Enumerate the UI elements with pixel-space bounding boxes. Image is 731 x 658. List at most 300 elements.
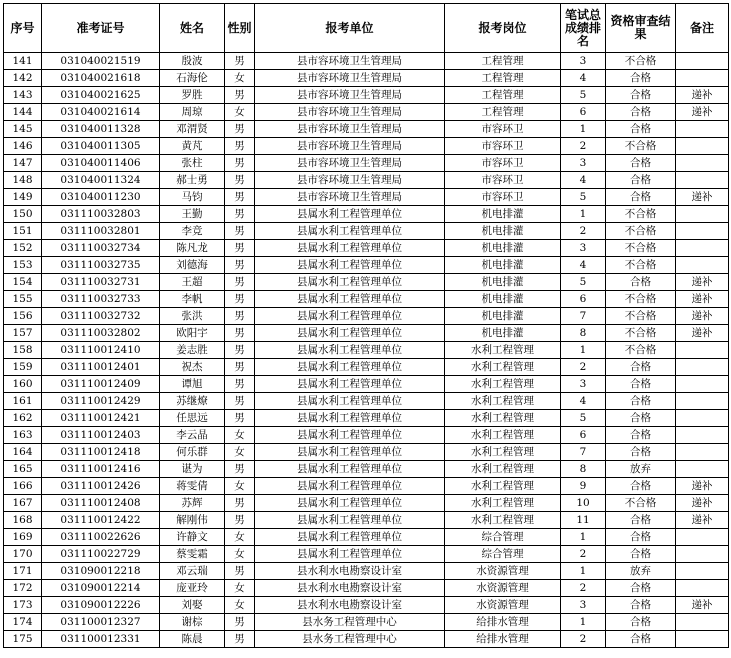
- cell-gender: 女: [225, 444, 255, 461]
- cell-seq: 142: [4, 70, 42, 87]
- cell-exam-id: 031040021625: [42, 87, 160, 104]
- cell-post: 工程管理: [445, 70, 561, 87]
- cell-name: 任思远: [160, 410, 225, 427]
- cell-review-result: 放弃: [606, 563, 676, 580]
- cell-note: 递补: [676, 512, 729, 529]
- table-row: [4, 291, 729, 308]
- table-row: [4, 614, 729, 631]
- cell-post: 给排水管理: [445, 631, 561, 648]
- cell-rank: 3: [561, 376, 606, 393]
- cell-name: 刘娶: [160, 597, 225, 614]
- table-row: [4, 597, 729, 614]
- cell-exam-id: 031110022729: [42, 546, 160, 563]
- cell-gender: 男: [225, 87, 255, 104]
- cell-unit: 县属水利工程管理单位: [255, 444, 445, 461]
- cell-review-result: 不合格: [606, 325, 676, 342]
- cell-review-result: 合格: [606, 172, 676, 189]
- cell-review-result: 合格: [606, 631, 676, 648]
- cell-exam-id: 031100012331: [42, 631, 160, 648]
- cell-post: 机电排灌: [445, 291, 561, 308]
- cell-note: [676, 546, 729, 563]
- cell-post: 给排水管理: [445, 614, 561, 631]
- cell-name: 刘德海: [160, 257, 225, 274]
- header-exam-id: 准考证号: [42, 4, 160, 53]
- cell-gender: 女: [225, 546, 255, 563]
- cell-name: 石海伦: [160, 70, 225, 87]
- cell-post: 机电排灌: [445, 257, 561, 274]
- cell-name: 邓云瑞: [160, 563, 225, 580]
- cell-note: 递补: [676, 274, 729, 291]
- cell-rank: 3: [561, 597, 606, 614]
- header-gender: 性别: [225, 4, 255, 53]
- table-row: [4, 393, 729, 410]
- cell-rank: 8: [561, 461, 606, 478]
- cell-review-result: 合格: [606, 580, 676, 597]
- table-row: [4, 410, 729, 427]
- cell-rank: 1: [561, 563, 606, 580]
- cell-name: 姜志胜: [160, 342, 225, 359]
- cell-note: [676, 444, 729, 461]
- cell-unit: 县市容环境卫生管理局: [255, 104, 445, 121]
- cell-seq: 170: [4, 546, 42, 563]
- cell-post: 综合管理: [445, 529, 561, 546]
- cell-note: 递补: [676, 291, 729, 308]
- cell-post: 水利工程管理: [445, 376, 561, 393]
- cell-rank: 4: [561, 257, 606, 274]
- cell-seq: 141: [4, 53, 42, 70]
- cell-name: 王超: [160, 274, 225, 291]
- cell-name: 祝杰: [160, 359, 225, 376]
- cell-gender: 男: [225, 325, 255, 342]
- cell-note: [676, 631, 729, 648]
- cell-seq: 145: [4, 121, 42, 138]
- cell-gender: 男: [225, 274, 255, 291]
- table-row: [4, 308, 729, 325]
- table-row: [4, 631, 729, 648]
- cell-exam-id: 031040011305: [42, 138, 160, 155]
- cell-rank: 10: [561, 495, 606, 512]
- cell-unit: 县属水利工程管理单位: [255, 393, 445, 410]
- cell-post: 机电排灌: [445, 308, 561, 325]
- cell-rank: 2: [561, 580, 606, 597]
- cell-exam-id: 031110012416: [42, 461, 160, 478]
- cell-gender: 男: [225, 631, 255, 648]
- cell-note: 递补: [676, 495, 729, 512]
- cell-name: 庞亚玲: [160, 580, 225, 597]
- cell-seq: 154: [4, 274, 42, 291]
- cell-rank: 1: [561, 529, 606, 546]
- cell-exam-id: 031110012403: [42, 427, 160, 444]
- cell-unit: 县属水利工程管理单位: [255, 223, 445, 240]
- cell-seq: 157: [4, 325, 42, 342]
- cell-exam-id: 031110032803: [42, 206, 160, 223]
- cell-post: 市容环卫: [445, 155, 561, 172]
- cell-exam-id: 031110012418: [42, 444, 160, 461]
- cell-seq: 144: [4, 104, 42, 121]
- cell-post: 水利工程管理: [445, 461, 561, 478]
- cell-note: 递补: [676, 325, 729, 342]
- cell-post: 水利工程管理: [445, 495, 561, 512]
- cell-name: 谭旭: [160, 376, 225, 393]
- table-row: [4, 580, 729, 597]
- cell-exam-id: 031110032802: [42, 325, 160, 342]
- cell-name: 何乐群: [160, 444, 225, 461]
- table-row: [4, 444, 729, 461]
- cell-unit: 县属水利工程管理单位: [255, 206, 445, 223]
- cell-post: 市容环卫: [445, 189, 561, 206]
- cell-name: 许静文: [160, 529, 225, 546]
- cell-exam-id: 031040011230: [42, 189, 160, 206]
- cell-post: 水利工程管理: [445, 410, 561, 427]
- cell-review-result: 合格: [606, 597, 676, 614]
- cell-unit: 县市容环境卫生管理局: [255, 53, 445, 70]
- cell-name: 张柱: [160, 155, 225, 172]
- cell-unit: 县属水利工程管理单位: [255, 240, 445, 257]
- cell-exam-id: 031110032733: [42, 291, 160, 308]
- cell-unit: 县市容环境卫生管理局: [255, 121, 445, 138]
- cell-review-result: 合格: [606, 274, 676, 291]
- cell-gender: 女: [225, 70, 255, 87]
- cell-name: 欧阳宇: [160, 325, 225, 342]
- cell-seq: 149: [4, 189, 42, 206]
- cell-review-result: 合格: [606, 393, 676, 410]
- cell-post: 水利工程管理: [445, 342, 561, 359]
- cell-gender: 男: [225, 614, 255, 631]
- cell-note: [676, 206, 729, 223]
- cell-exam-id: 031040011406: [42, 155, 160, 172]
- cell-post: 综合管理: [445, 546, 561, 563]
- cell-gender: 男: [225, 342, 255, 359]
- cell-review-result: 合格: [606, 104, 676, 121]
- cell-rank: 7: [561, 308, 606, 325]
- cell-seq: 171: [4, 563, 42, 580]
- cell-seq: 174: [4, 614, 42, 631]
- cell-gender: 男: [225, 257, 255, 274]
- cell-review-result: 合格: [606, 529, 676, 546]
- cell-exam-id: 031110032731: [42, 274, 160, 291]
- cell-unit: 县属水利工程管理单位: [255, 410, 445, 427]
- cell-post: 水利工程管理: [445, 478, 561, 495]
- cell-unit: 县水利水电勘察设计室: [255, 597, 445, 614]
- cell-exam-id: 031110012401: [42, 359, 160, 376]
- header-note: 备注: [676, 4, 729, 53]
- cell-exam-id: 031090012226: [42, 597, 160, 614]
- cell-gender: 男: [225, 376, 255, 393]
- cell-rank: 2: [561, 138, 606, 155]
- cell-name: 谢棕: [160, 614, 225, 631]
- cell-seq: 172: [4, 580, 42, 597]
- cell-gender: 男: [225, 189, 255, 206]
- cell-name: 邓渭贤: [160, 121, 225, 138]
- cell-gender: 女: [225, 427, 255, 444]
- cell-seq: 153: [4, 257, 42, 274]
- cell-exam-id: 031110012422: [42, 512, 160, 529]
- cell-gender: 男: [225, 172, 255, 189]
- cell-name: 陈晨: [160, 631, 225, 648]
- cell-review-result: 不合格: [606, 342, 676, 359]
- cell-rank: 5: [561, 189, 606, 206]
- cell-unit: 县水利水电勘察设计室: [255, 563, 445, 580]
- cell-note: 递补: [676, 478, 729, 495]
- cell-rank: 9: [561, 478, 606, 495]
- table-row: [4, 240, 729, 257]
- cell-note: [676, 138, 729, 155]
- cell-gender: 男: [225, 512, 255, 529]
- cell-unit: 县水务工程管理中心: [255, 631, 445, 648]
- cell-review-result: 合格: [606, 359, 676, 376]
- cell-gender: 女: [225, 597, 255, 614]
- cell-name: 陈凡龙: [160, 240, 225, 257]
- cell-name: 苏辉: [160, 495, 225, 512]
- table-row: [4, 461, 729, 478]
- cell-exam-id: 031040011328: [42, 121, 160, 138]
- cell-exam-id: 031090012218: [42, 563, 160, 580]
- cell-post: 机电排灌: [445, 240, 561, 257]
- cell-exam-id: 031110012409: [42, 376, 160, 393]
- cell-unit: 县属水利工程管理单位: [255, 512, 445, 529]
- results-table: [3, 3, 729, 648]
- cell-note: [676, 614, 729, 631]
- cell-name: 周琼: [160, 104, 225, 121]
- cell-exam-id: 031110012410: [42, 342, 160, 359]
- cell-exam-id: 031110012421: [42, 410, 160, 427]
- table-row: [4, 155, 729, 172]
- cell-rank: 4: [561, 70, 606, 87]
- cell-post: 工程管理: [445, 87, 561, 104]
- cell-post: 市容环卫: [445, 172, 561, 189]
- table-row: [4, 274, 729, 291]
- cell-post: 机电排灌: [445, 325, 561, 342]
- cell-exam-id: 031040021614: [42, 104, 160, 121]
- cell-note: [676, 342, 729, 359]
- table-row: [4, 70, 729, 87]
- cell-note: 递补: [676, 189, 729, 206]
- cell-post: 水利工程管理: [445, 393, 561, 410]
- header-unit: 报考单位: [255, 4, 445, 53]
- cell-note: [676, 172, 729, 189]
- cell-seq: 151: [4, 223, 42, 240]
- cell-unit: 县市容环境卫生管理局: [255, 87, 445, 104]
- cell-name: 黄芃: [160, 138, 225, 155]
- cell-review-result: 不合格: [606, 53, 676, 70]
- cell-unit: 县属水利工程管理单位: [255, 291, 445, 308]
- cell-review-result: 合格: [606, 546, 676, 563]
- cell-seq: 169: [4, 529, 42, 546]
- cell-rank: 6: [561, 104, 606, 121]
- cell-note: [676, 70, 729, 87]
- cell-seq: 148: [4, 172, 42, 189]
- cell-gender: 男: [225, 495, 255, 512]
- cell-rank: 3: [561, 155, 606, 172]
- cell-rank: 4: [561, 172, 606, 189]
- cell-post: 水资源管理: [445, 563, 561, 580]
- cell-review-result: 不合格: [606, 206, 676, 223]
- cell-rank: 6: [561, 291, 606, 308]
- cell-unit: 县属水利工程管理单位: [255, 274, 445, 291]
- cell-note: [676, 376, 729, 393]
- cell-unit: 县属水利工程管理单位: [255, 342, 445, 359]
- cell-gender: 男: [225, 121, 255, 138]
- cell-exam-id: 031040021618: [42, 70, 160, 87]
- header-seq: 序号: [4, 4, 42, 53]
- cell-seq: 152: [4, 240, 42, 257]
- cell-rank: 1: [561, 614, 606, 631]
- cell-note: [676, 563, 729, 580]
- cell-exam-id: 031110022626: [42, 529, 160, 546]
- cell-name: 王勤: [160, 206, 225, 223]
- cell-note: [676, 580, 729, 597]
- cell-seq: 156: [4, 308, 42, 325]
- cell-rank: 5: [561, 87, 606, 104]
- cell-review-result: 合格: [606, 512, 676, 529]
- cell-unit: 县市容环境卫生管理局: [255, 138, 445, 155]
- cell-note: [676, 529, 729, 546]
- cell-post: 机电排灌: [445, 223, 561, 240]
- cell-name: 李云晶: [160, 427, 225, 444]
- cell-rank: 11: [561, 512, 606, 529]
- cell-review-result: 不合格: [606, 240, 676, 257]
- cell-post: 水利工程管理: [445, 444, 561, 461]
- cell-review-result: 合格: [606, 87, 676, 104]
- cell-gender: 女: [225, 478, 255, 495]
- table-row: [4, 427, 729, 444]
- cell-review-result: 合格: [606, 410, 676, 427]
- cell-exam-id: 031040011324: [42, 172, 160, 189]
- cell-seq: 147: [4, 155, 42, 172]
- cell-name: 谌为: [160, 461, 225, 478]
- cell-name: 蒋雯倩: [160, 478, 225, 495]
- cell-gender: 男: [225, 155, 255, 172]
- cell-name: 苏继燎: [160, 393, 225, 410]
- cell-unit: 县属水利工程管理单位: [255, 461, 445, 478]
- cell-post: 水利工程管理: [445, 427, 561, 444]
- cell-post: 工程管理: [445, 53, 561, 70]
- cell-review-result: 合格: [606, 376, 676, 393]
- table-row: [4, 257, 729, 274]
- cell-post: 市容环卫: [445, 121, 561, 138]
- cell-gender: 男: [225, 359, 255, 376]
- cell-gender: 女: [225, 529, 255, 546]
- cell-unit: 县属水利工程管理单位: [255, 427, 445, 444]
- cell-seq: 164: [4, 444, 42, 461]
- cell-review-result: 合格: [606, 121, 676, 138]
- cell-gender: 男: [225, 53, 255, 70]
- cell-seq: 146: [4, 138, 42, 155]
- cell-name: 罗胜: [160, 87, 225, 104]
- header-post: 报考岗位: [445, 4, 561, 53]
- table-row: [4, 172, 729, 189]
- cell-review-result: 合格: [606, 155, 676, 172]
- cell-unit: 县市容环境卫生管理局: [255, 155, 445, 172]
- cell-seq: 150: [4, 206, 42, 223]
- cell-review-result: 不合格: [606, 257, 676, 274]
- cell-review-result: 不合格: [606, 223, 676, 240]
- cell-post: 市容环卫: [445, 138, 561, 155]
- table-row: [4, 189, 729, 206]
- cell-name: 张洪: [160, 308, 225, 325]
- cell-unit: 县市容环境卫生管理局: [255, 189, 445, 206]
- cell-seq: 167: [4, 495, 42, 512]
- cell-exam-id: 031110032801: [42, 223, 160, 240]
- cell-gender: 男: [225, 308, 255, 325]
- table-row: [4, 206, 729, 223]
- cell-gender: 男: [225, 410, 255, 427]
- cell-review-result: 放弃: [606, 461, 676, 478]
- cell-rank: 2: [561, 546, 606, 563]
- cell-exam-id: 031040021519: [42, 53, 160, 70]
- table-row: [4, 121, 729, 138]
- header-review: 资格审查结果: [606, 4, 676, 53]
- cell-rank: 1: [561, 206, 606, 223]
- cell-seq: 158: [4, 342, 42, 359]
- table-row: [4, 359, 729, 376]
- cell-unit: 县属水利工程管理单位: [255, 325, 445, 342]
- cell-review-result: 合格: [606, 444, 676, 461]
- cell-name: 殷波: [160, 53, 225, 70]
- cell-review-result: 合格: [606, 478, 676, 495]
- cell-review-result: 合格: [606, 70, 676, 87]
- cell-gender: 男: [225, 240, 255, 257]
- cell-exam-id: 031110032735: [42, 257, 160, 274]
- cell-rank: 4: [561, 393, 606, 410]
- cell-seq: 163: [4, 427, 42, 444]
- table-row: [4, 529, 729, 546]
- cell-rank: 5: [561, 274, 606, 291]
- cell-seq: 165: [4, 461, 42, 478]
- cell-rank: 1: [561, 121, 606, 138]
- cell-post: 水利工程管理: [445, 512, 561, 529]
- cell-name: 蔡雯霜: [160, 546, 225, 563]
- cell-note: 递补: [676, 104, 729, 121]
- table-row: [4, 53, 729, 70]
- cell-seq: 173: [4, 597, 42, 614]
- cell-review-result: 不合格: [606, 495, 676, 512]
- cell-review-result: 不合格: [606, 308, 676, 325]
- cell-unit: 县属水利工程管理单位: [255, 495, 445, 512]
- header-name: 姓名: [160, 4, 225, 53]
- table-row: [4, 138, 729, 155]
- cell-review-result: 合格: [606, 189, 676, 206]
- table-row: [4, 342, 729, 359]
- cell-exam-id: 031100012327: [42, 614, 160, 631]
- cell-review-result: 合格: [606, 614, 676, 631]
- table-row: [4, 376, 729, 393]
- cell-exam-id: 031110032734: [42, 240, 160, 257]
- cell-name: 解刚伟: [160, 512, 225, 529]
- cell-unit: 县属水利工程管理单位: [255, 529, 445, 546]
- cell-rank: 5: [561, 410, 606, 427]
- cell-post: 水资源管理: [445, 580, 561, 597]
- cell-note: [676, 427, 729, 444]
- header-rank: 笔试总成绩排名: [561, 4, 606, 53]
- cell-gender: 男: [225, 291, 255, 308]
- cell-seq: 162: [4, 410, 42, 427]
- cell-gender: 男: [225, 563, 255, 580]
- cell-gender: 男: [225, 206, 255, 223]
- cell-unit: 县水利水电勘察设计室: [255, 580, 445, 597]
- cell-exam-id: 031090012214: [42, 580, 160, 597]
- cell-gender: 男: [225, 223, 255, 240]
- table-body: [4, 53, 729, 648]
- cell-rank: 8: [561, 325, 606, 342]
- cell-post: 工程管理: [445, 104, 561, 121]
- cell-unit: 县市容环境卫生管理局: [255, 172, 445, 189]
- cell-unit: 县属水利工程管理单位: [255, 359, 445, 376]
- cell-unit: 县属水利工程管理单位: [255, 478, 445, 495]
- cell-rank: 3: [561, 240, 606, 257]
- cell-note: [676, 410, 729, 427]
- cell-unit: 县属水利工程管理单位: [255, 257, 445, 274]
